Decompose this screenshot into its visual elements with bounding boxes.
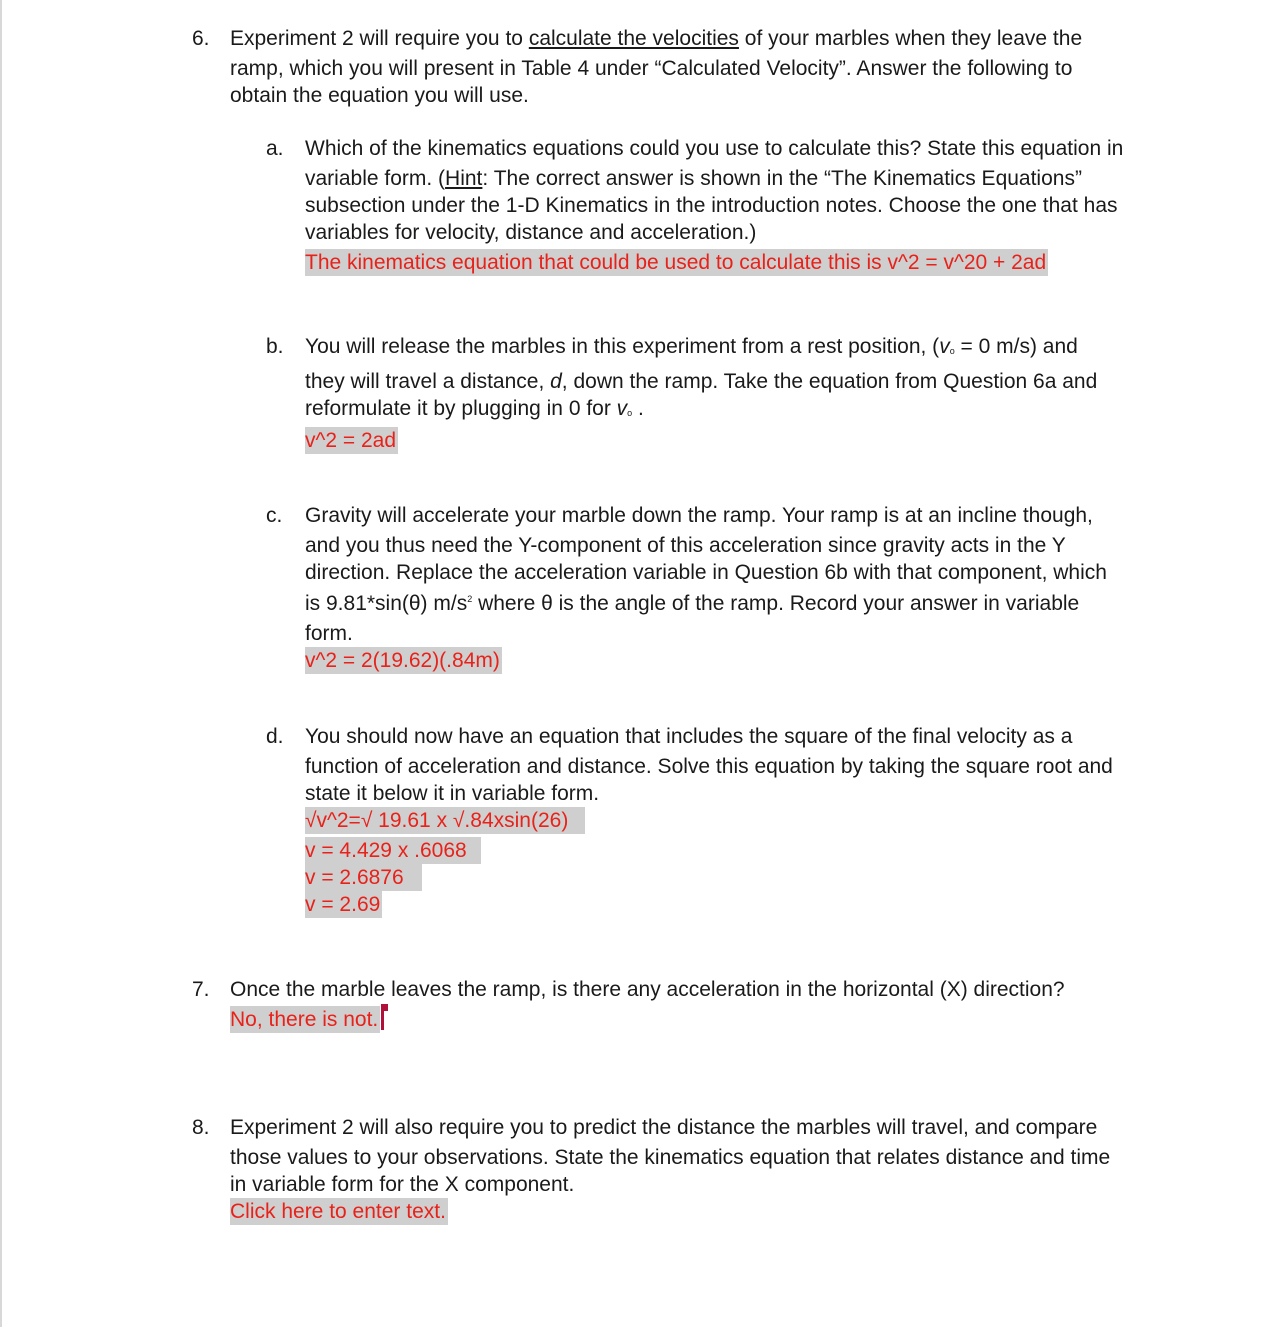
calculate-velocities-underlined: calculate the velocities: [528, 27, 739, 50]
page-left-edge: [0, 0, 2, 1327]
answer-6b-field[interactable]: v^2 = 2ad: [305, 429, 397, 452]
q7-answer-row: [230, 1006, 1132, 1033]
question-7: [192, 976, 1132, 1033]
question-6: [192, 25, 1132, 109]
q6c-line-1: Gravity will accelerate your marble down the ramp. Your ramp is at an incline though,: [305, 504, 1093, 527]
answer-6a-field[interactable]: The kinematics equation that could be used to calculate this is v^2 = v^20 + 2ad: [305, 251, 1047, 274]
q6c-line-4: is 9.81*sin(θ) $m/s^2$ where θ is the angle of the ramp. Record your answer in variable: [305, 592, 1080, 615]
question-6b: [266, 333, 1136, 454]
answer-6d-line-1[interactable]: √v^2=√ 19.61 x √.84xsin(26): [305, 807, 585, 834]
q6a-line-2: variable form. (Hint: The correct answer is shown in the “The Kinematics Equations”: [305, 167, 1082, 190]
q6c-line-5: form.: [305, 622, 353, 645]
q6d-line-3: state it below it in variable form.: [305, 782, 600, 805]
q6-line-2: ramp, which you will present in Table 4 under “Calculated Velocity”. Answer the following to: [230, 57, 1073, 80]
question-8: [192, 1114, 1132, 1225]
question-6b-letter: b.: [266, 335, 284, 358]
answer-6d-line-3[interactable]: v = 2.6876: [305, 866, 428, 889]
q6a-line-1: Which of the kinematics equations could you use to calculate this? State this equation in: [305, 137, 1124, 160]
q6c-line-2: and you thus need the Y-component of this acceleration since gravity acts in the Y: [305, 534, 1066, 557]
q6b-line-2: they will travel a distance, d, down the ramp. Take the equation from Question 6a and: [305, 370, 1098, 393]
q6b-line-3: reformulate it by plugging in 0 for $v_o$ .: [305, 397, 644, 420]
q6a-line-3: subsection under the 1-D Kinematics in the introduction notes. Choose the one that has: [305, 194, 1118, 217]
q6d-line-1: You should now have an equation that includes the square of the final velocity as a: [305, 725, 1073, 748]
question-6c: [266, 502, 1136, 674]
answer-6d-line-4[interactable]: v = 2.69: [305, 893, 381, 916]
question-6d: [266, 723, 1136, 918]
question-6a: [266, 135, 1136, 276]
q8-line-1: Experiment 2 will also require you to predict the distance the marbles will travel, and compare: [230, 1116, 1098, 1139]
question-7-number: 7.: [192, 978, 210, 1001]
question-6-number: 6.: [192, 27, 210, 50]
q6-line-3: obtain the equation you will use.: [230, 84, 529, 107]
question-6d-letter: d.: [266, 725, 284, 748]
question-6a-letter: a.: [266, 137, 284, 160]
question-8-number: 8.: [192, 1116, 210, 1139]
q6-line-1: Experiment 2 will require you to calculate the velocities of your marbles when they leave the: [230, 27, 1083, 50]
answer-7-field[interactable]: No, there is not.: [230, 1008, 379, 1031]
q6b-line-1: You will release the marbles in this experiment from a rest position, ($v_o = 0$ m/s) and: [305, 335, 1078, 358]
question-6c-letter: c.: [266, 504, 283, 527]
q7-line-1: Once the marble leaves the ramp, is there any acceleration in the horizontal (X) direction?: [230, 978, 1065, 1001]
answer-8-placeholder-field[interactable]: Click here to enter text.: [230, 1200, 446, 1223]
q8-line-3: in variable form for the X component.: [230, 1173, 575, 1196]
q6a-line-4: variables for velocity, distance and acceleration.): [305, 221, 757, 244]
q8-line-2: those values to your observations. State the kinematics equation that relates distance and time: [230, 1146, 1111, 1169]
answer-6d-line-2[interactable]: v = 4.429 x .6068: [305, 839, 491, 862]
q6d-line-2: function of acceleration and distance. Solve this equation by taking the square root and: [305, 755, 1113, 778]
text-cursor: [381, 1006, 384, 1030]
hint-label: Hint: [445, 167, 483, 190]
answer-6c-field[interactable]: v^2 = 2(19.62)(.84m): [305, 649, 500, 672]
q6c-line-3: direction. Replace the acceleration variable in Question 6b with that component, which: [305, 561, 1107, 584]
